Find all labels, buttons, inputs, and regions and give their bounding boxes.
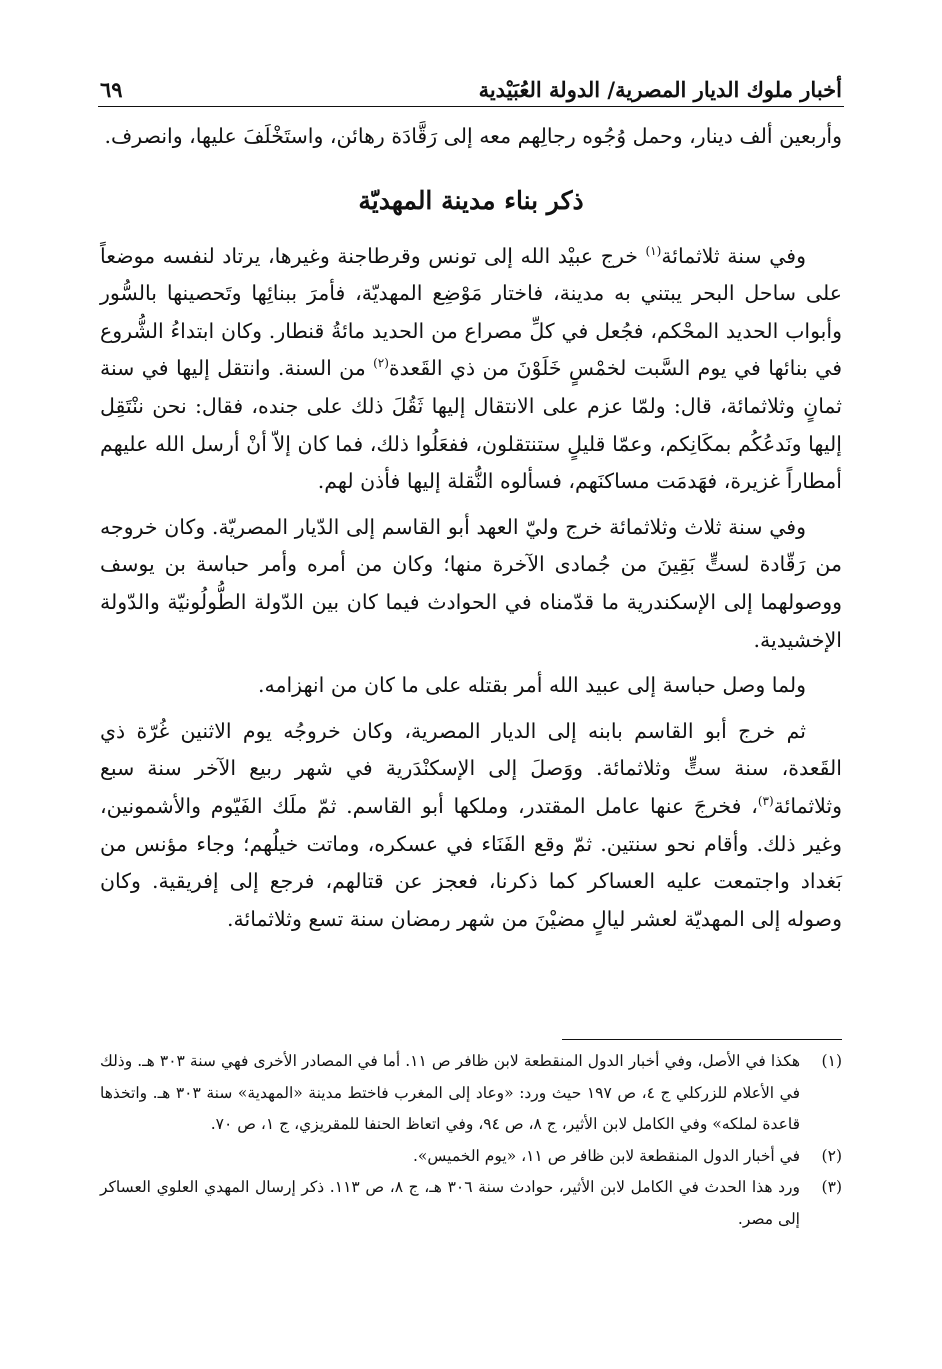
footnote-number: (١) — [821, 1052, 842, 1070]
main-text — [100, 118, 842, 938]
running-title: أخبار ملوك الديار المصرية/ الدولة العُبَيْدية — [478, 77, 842, 102]
footnote-rule — [562, 1039, 842, 1040]
intro-paragraph: وأربعين ألف دينار، وحمل وُجُوه رجالِهم معه إلى رَقَّادَة رهائن، واستَخْلَفَ عليها، وانصرف. — [104, 124, 842, 148]
paragraph-hubasa: ولما وصل حباسة إلى عبيد الله أمر بقتله على ما كان من انهزامه. — [257, 673, 806, 698]
footnote-2 — [100, 1141, 842, 1173]
header-rule — [98, 106, 844, 107]
paragraph-founding — [100, 238, 842, 501]
paragraph-text: خرج عبيْد الله إلى تونس وقرطاجنة وغيرها، يرتاد لنفسه موضعاً على ساحل البحر يبتني به مدينة، فاختار مَوْضِع المهديّة، فأمرَ ببنائِها وتَحصينها بالسُّور وأبواب الحديد المحْكم، فجُعل في كلِّ مصراع من الحديد مائةُ قنطار. وكان ابتداءُ الشُّروع في بنائها في يوم السَّبت لخمْسٍ خَلَوْنَ من ذي القَعدة — [100, 243, 842, 381]
footnote-text: هكذا في الأصل، وفي أخبار الدول المنقطعة لابن ظافر ص ١١. أما في المصادر الأخرى فهي سنة ٣٠٣ هـ. وذلك في الأعلام للزركلي ج ٤، ص ١٩٧ حيث ورد: «وعاد إلى المغرب فاختط مدينة «المهدية» سنة ٣٠٣ هـ. واتخذها قاعدة لملكه» وفي الكامل لابن الأثير، ج ٨، ص ٩٤، وفي اتعاظ الحنفا للمقريزي، ج ١، ص ٧٠. — [100, 1052, 801, 1133]
paragraph-text: ، فخرجَ عنها عامل المقتدر، وملكها أبو القاسم. ثمّ ملَك الفَيّوم والأشمونين، وغير ذلك. وأقام نحو سنتين. ثمّ وقع الفَنَاء في عسكره، وماتت خيلُهم؛ وجاء مؤنس من بَغداد واجتمعت عليه العساكر كما ذكرنا، فعجز عن قتالهم، فرجع إلى إفريقية. وكان وصوله إلى المهديّة لعشر ليالٍ مضيْنَ من شهر رمضان سنة تسع وثلاثمائة. — [100, 793, 842, 931]
footnote-number: (٣) — [821, 1178, 842, 1196]
footnote-3 — [100, 1172, 842, 1235]
running-header — [100, 66, 842, 102]
footnote-ref-2: (٢) — [373, 356, 389, 371]
footnote-number: (٢) — [821, 1146, 842, 1165]
footnote-ref-1: (١) — [645, 243, 662, 258]
footnotes — [100, 1046, 842, 1235]
footnote-text: ورد هذا الحدث في الكامل لابن الأثير، حوادث سنة ٣٠٦ هـ، ج ٨، ص ١١٣. ذكر إرسال المهدي العلوي العساكر إلى مصر. — [100, 1178, 800, 1228]
footnote-ref-3: (٣) — [757, 794, 774, 809]
paragraph-text: وفي سنة ثلاثمائة — [661, 243, 806, 268]
footnote-text: في أخبار الدول المنقطعة لابن ظافر ص ١١، «يوم الخميس». — [413, 1146, 800, 1165]
paragraph-second-campaign — [100, 713, 842, 939]
footnote-1 — [100, 1046, 842, 1141]
paragraph-text: ثم خرج أبو القاسم بابنه إلى الديار المصرية، وكان خروجُه يوم الاثنين غُرّة ذي القَعدة، سنة ستٍّ وثلاثمائة. ووَصلَ إلى الإسكنْدَرية في شهر ربيع الآخر سنة سبع وثلاثمائة — [100, 718, 842, 818]
paragraph-abu-qasim-departure: وفي سنة ثلاث وثلاثمائة خرج وليّ العهد أبو القاسم إلى الدّيار المصريّة. وكان خروجه من رَقّادة لستٍّ بَقِينَ من جُمادى الآخرة منها؛ وكان من أمره وأمر حباسة بن يوسف ووصولهما إلى الإسكندرية ما قدّمناه في الحوادث فيما كان بين الدّولة الطُّولُونيّة والدّولة الإخشيدية. — [100, 514, 842, 652]
page-number: ٦٩ — [100, 77, 123, 102]
section-title: ذكر بناء مدينة المهديّة — [358, 185, 584, 215]
paragraph-text: من السنة. وانتقل إليها في سنة ثمانٍ وثلاثمائة، قال: ولمّا عزم على الانتقال إليها ثَقُلَ ذلك على جنده، فقال: نحن ننْتَقِل إليها ونَدعُكُم بمكَانِكم، وعمّا قليلٍ ستنتقلون، ففعَلُوا ذلك، فما كان إلاّ أنْ أرسل الله عليهم أمطاراً غزيرة، فهَدمَت مساكنَهم، فسألوه النُّقلة إليها فأذن لهم. — [100, 356, 842, 494]
